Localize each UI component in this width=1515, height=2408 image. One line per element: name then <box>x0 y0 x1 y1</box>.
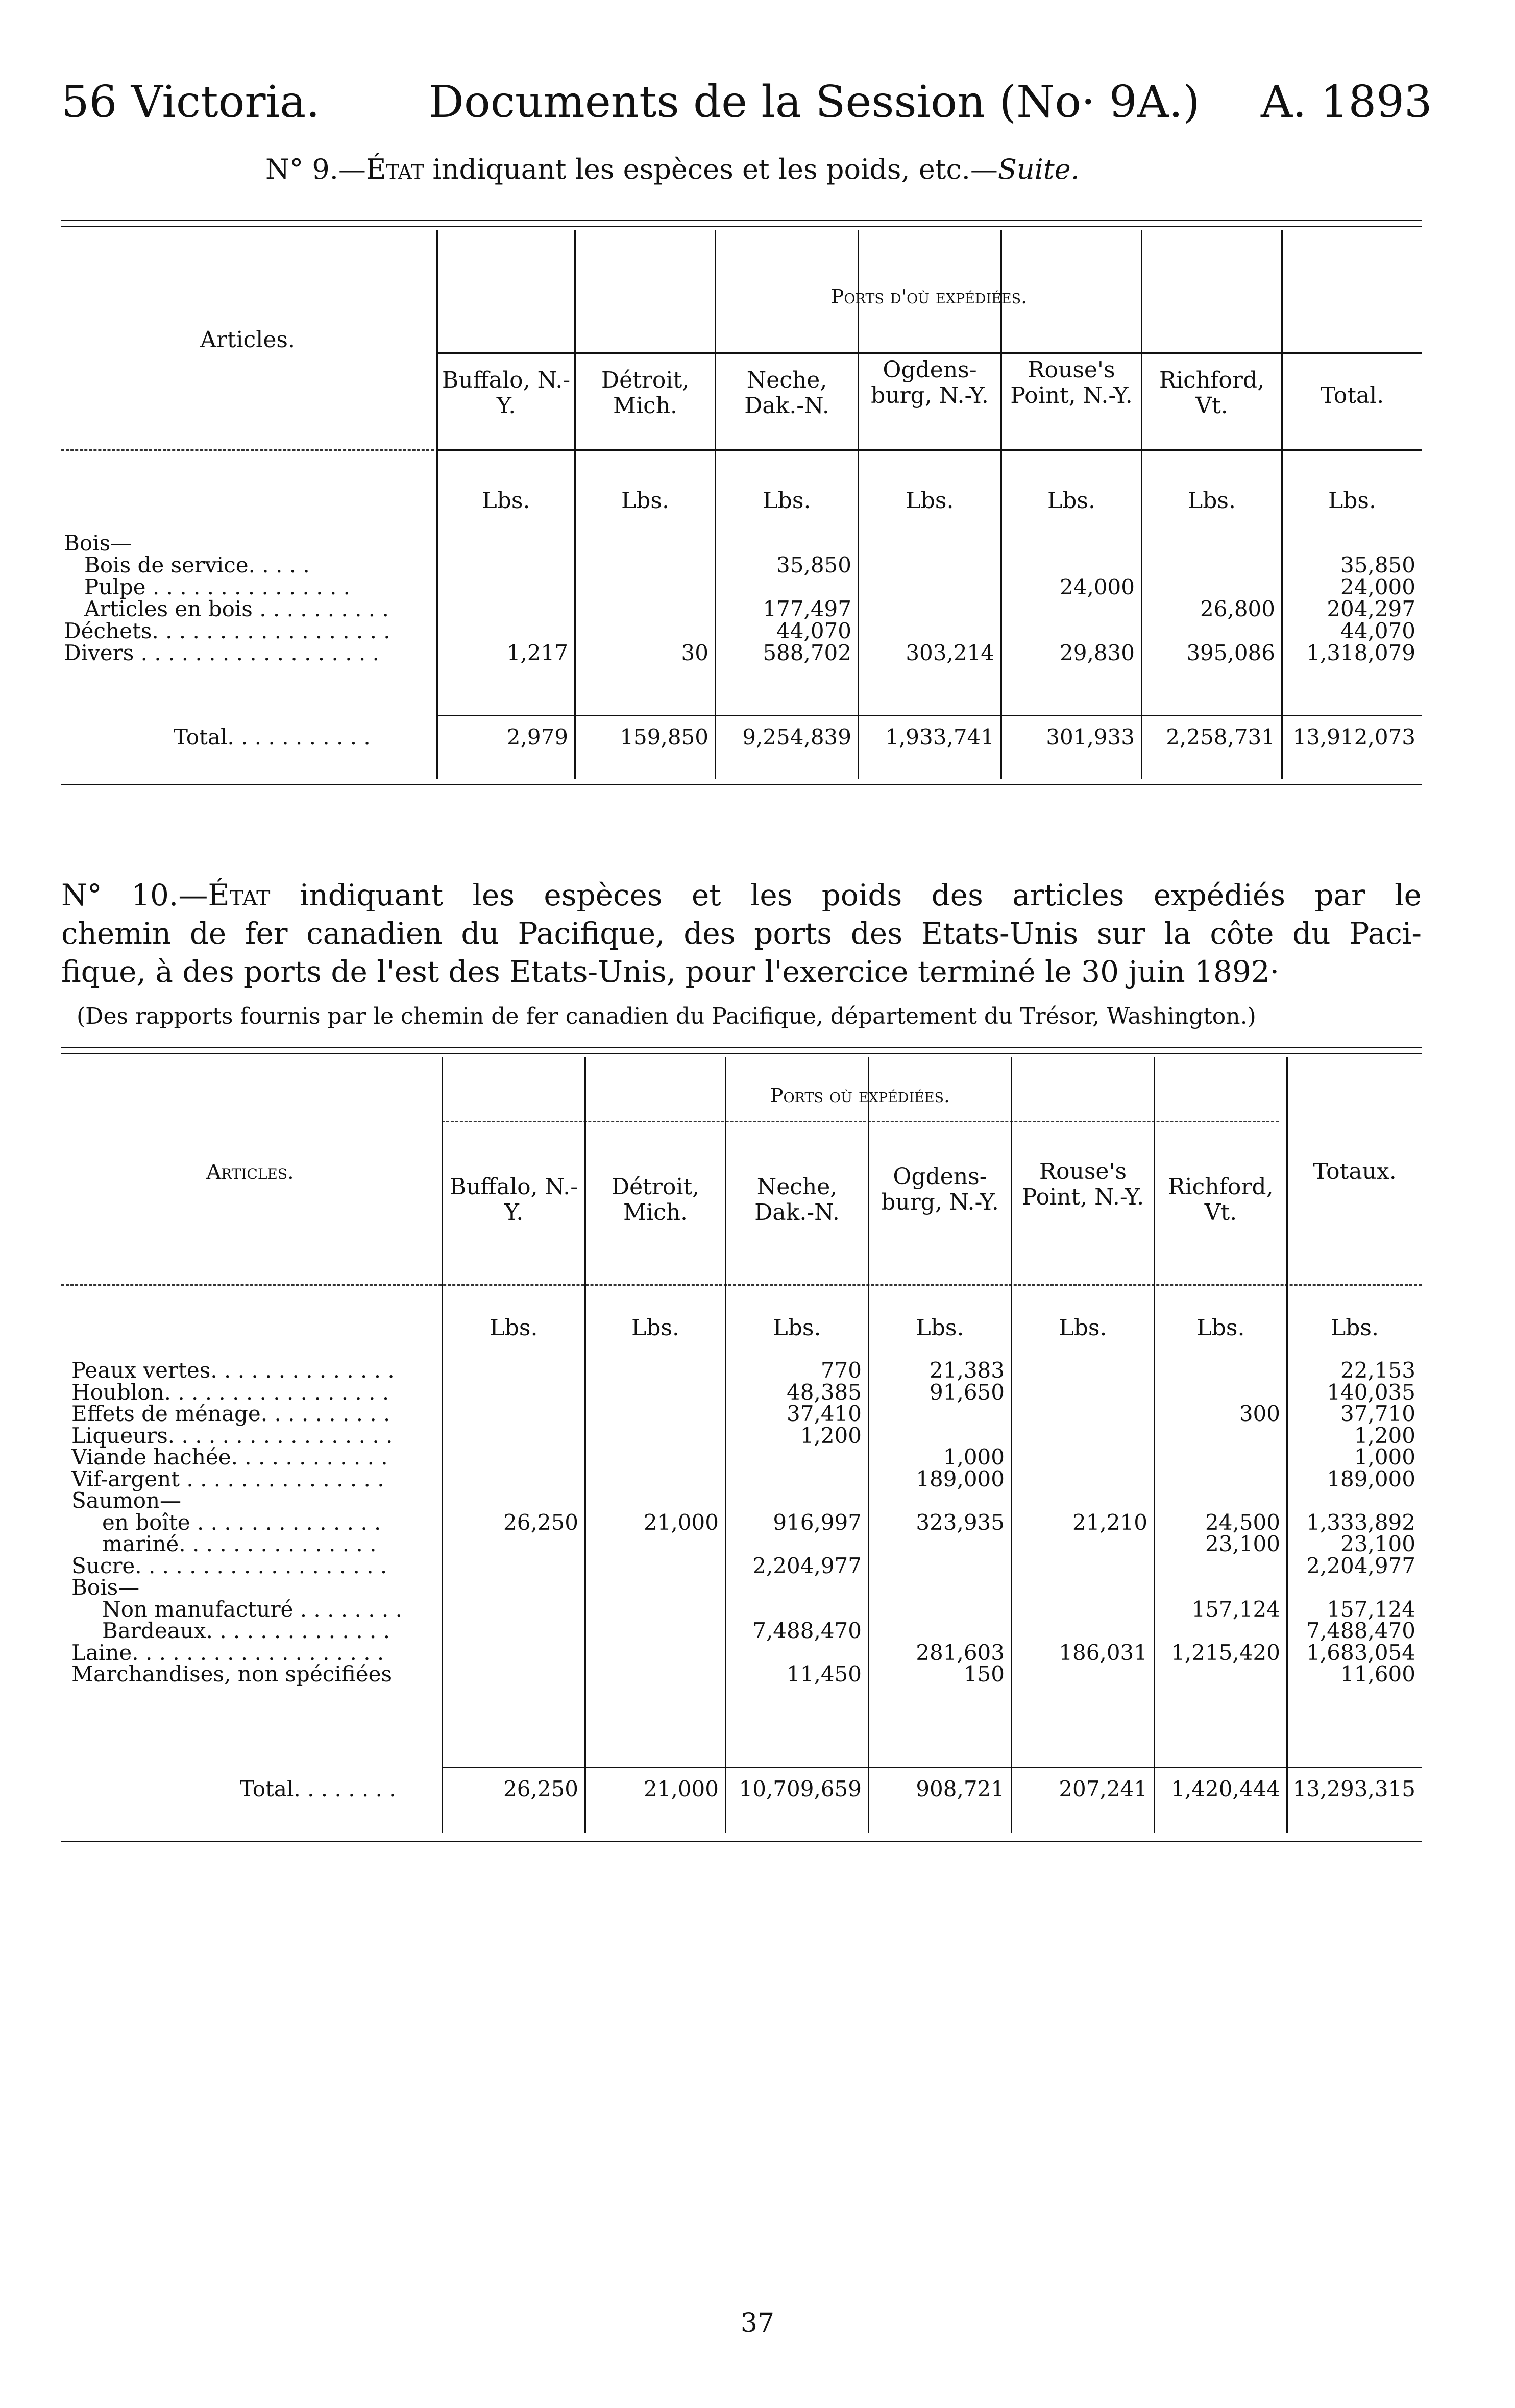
table9-cell: 1,217 <box>506 640 568 665</box>
table10-col-header: Rouse's Point, N.-Y. <box>1021 1159 1144 1210</box>
table10-total-cell: 26,250 <box>503 1776 578 1801</box>
table9-top-rule <box>61 220 1422 221</box>
table9-total-cell: 2,258,731 <box>1166 725 1275 750</box>
table10-total-cell: 13,293,315 <box>1292 1776 1415 1801</box>
table9-title-number: N° 9.— <box>265 153 366 185</box>
table10-cell: 300 <box>1239 1401 1280 1426</box>
header-center: Documents de la Session (No· 9A.) <box>429 77 1200 128</box>
table10-unit: Lbs. <box>490 1315 538 1341</box>
table10-cell: 26,250 <box>503 1509 578 1535</box>
table10-cell: 22,153 <box>1340 1358 1415 1383</box>
table10-row-label: Saumon— <box>71 1488 182 1513</box>
table10-unit: Lbs. <box>1196 1315 1245 1341</box>
table10-cell: 157,124 <box>1191 1596 1280 1622</box>
table10-cell: 1,000 <box>943 1444 1005 1470</box>
table9-cell: 177,497 <box>763 596 851 621</box>
table9-header-bottom-rule <box>436 449 1422 451</box>
table10-cell: 24,500 <box>1205 1509 1280 1535</box>
table10-cell: 1,000 <box>1354 1444 1415 1470</box>
table10-cell: 323,935 <box>916 1509 1005 1535</box>
table10-cell: 189,000 <box>916 1466 1005 1491</box>
table10-intro-line1 <box>61 876 1422 914</box>
table10-total-rule <box>443 1767 1422 1768</box>
table9-total-label: Total. . . . . . . . . . . <box>174 725 371 750</box>
table9-articles-header: Articles. <box>200 327 295 353</box>
table9-cell: 588,702 <box>763 640 851 665</box>
table9-row-label: Déchets. . . . . . . . . . . . . . . . . . <box>64 618 390 643</box>
table10-cell: 7,488,470 <box>1306 1618 1415 1643</box>
table9-title <box>265 153 1080 185</box>
table10-cell: 23,100 <box>1340 1531 1415 1556</box>
table10-row-label: en boîte . . . . . . . . . . . . . . <box>102 1509 381 1535</box>
table9-cell: 204,297 <box>1327 596 1415 621</box>
table9-total-cell: 9,254,839 <box>742 725 851 750</box>
table10-unit: Lbs. <box>631 1315 679 1341</box>
table10-cell: 186,031 <box>1059 1640 1147 1665</box>
table10-cell: 1,200 <box>1354 1423 1415 1448</box>
table9-col-header: Richford, Vt. <box>1159 367 1265 419</box>
table10-row-label: Viande hachée. . . . . . . . . . . . <box>71 1444 388 1470</box>
table10-top-rule-2 <box>61 1053 1422 1054</box>
table10-col-header: Buffalo, N.-Y. <box>449 1174 578 1225</box>
table10-col-header: Richford, Vt. <box>1168 1174 1274 1225</box>
table10-row-label: Vif-argent . . . . . . . . . . . . . . . <box>71 1466 384 1491</box>
table10-row-label: Bardeaux. . . . . . . . . . . . . . <box>102 1618 390 1643</box>
table10-cell: 23,100 <box>1205 1531 1280 1556</box>
table10-col-divider <box>584 1057 586 1833</box>
table9-total-cell: 2,979 <box>506 725 568 750</box>
table10-source-note: (Des rapports fournis par le chemin de fer canadien du Pacifique, département du Trésor, Washington.) <box>77 1003 1256 1029</box>
table9-cell: 44,070 <box>776 618 851 643</box>
table9-cell: 1,318,079 <box>1306 640 1415 665</box>
table10-cell: 1,200 <box>800 1423 862 1448</box>
table10-col-divider <box>1154 1057 1155 1833</box>
table9-unit: Lbs. <box>482 488 530 514</box>
table9-row-label: Articles en bois . . . . . . . . . . <box>84 596 389 621</box>
table10-row-label: Laine. . . . . . . . . . . . . . . . . . . <box>71 1640 384 1665</box>
table10-unit: Lbs. <box>773 1315 821 1341</box>
table10-intro-text1: indiquant les espèces et les poids des articles expédiés par le <box>270 878 1422 912</box>
table10-row-label: mariné. . . . . . . . . . . . . . . <box>102 1531 377 1556</box>
table9-title-suite: Suite. <box>997 153 1080 185</box>
table10-cell: 48,385 <box>787 1379 862 1405</box>
table9-header-dash <box>61 449 434 451</box>
table9-total-cell: 301,933 <box>1046 725 1135 750</box>
table10-cell: 1,215,420 <box>1171 1640 1280 1665</box>
table9-cell: 30 <box>681 640 708 665</box>
table10-cell: 140,035 <box>1327 1379 1415 1405</box>
table10-unit: Lbs. <box>916 1315 964 1341</box>
table9-row-label: Bois— <box>64 531 132 556</box>
table9-unit: Lbs. <box>1188 488 1236 514</box>
table9-cell: 24,000 <box>1340 574 1415 599</box>
table9-title-etat: État <box>365 153 424 185</box>
table9-col-header: Total. <box>1320 382 1384 408</box>
table10-total-cell: 908,721 <box>916 1776 1005 1801</box>
table9-unit: Lbs. <box>621 488 669 514</box>
table10-cell: 21,383 <box>930 1358 1005 1383</box>
table10-row-label: Peaux vertes. . . . . . . . . . . . . . <box>71 1358 395 1383</box>
table9-cell: 44,070 <box>1340 618 1415 643</box>
table9-unit: Lbs. <box>906 488 954 514</box>
table10-cell: 2,204,977 <box>1306 1553 1415 1578</box>
table10-row-label: Effets de ménage. . . . . . . . . . <box>71 1401 390 1426</box>
table9-unit: Lbs. <box>1328 488 1376 514</box>
table10-cell: 37,710 <box>1340 1401 1415 1426</box>
table10-intro-etat: État <box>208 878 271 912</box>
table10-cell: 157,124 <box>1327 1596 1415 1622</box>
table10-cell: 150 <box>963 1661 1005 1687</box>
table10-total-cell: 21,000 <box>644 1776 719 1801</box>
table10-unit: Lbs. <box>1059 1315 1107 1341</box>
header-right: A. 1893 <box>1261 77 1432 128</box>
table10-cell: 37,410 <box>787 1401 862 1426</box>
table9-ports-rule <box>436 352 1422 354</box>
page-number: 37 <box>740 2308 775 2339</box>
table9-ports-header: Ports d'où expédiées. <box>830 285 1028 308</box>
table10-col-header: Neche, Dak.-N. <box>754 1174 840 1225</box>
table10-row-label: Liqueurs. . . . . . . . . . . . . . . . . <box>71 1423 393 1448</box>
table9-col-header: Rouse's Point, N.-Y. <box>1010 357 1133 408</box>
table10-col-divider <box>442 1057 443 1833</box>
table10-cell: 11,450 <box>787 1661 862 1687</box>
table9-unit: Lbs. <box>763 488 811 514</box>
table9-top-rule-2 <box>61 226 1422 227</box>
table10-cell: 11,600 <box>1340 1661 1415 1687</box>
table10-cell: 189,000 <box>1327 1466 1415 1491</box>
table10-total-cell: 207,241 <box>1059 1776 1147 1801</box>
table9-col-header: Ogdens-burg, N.-Y. <box>871 357 989 408</box>
table10-col-header: Ogdens-burg, N.-Y. <box>881 1164 999 1215</box>
table10-total-label: Total. . . . . . . . <box>240 1776 396 1801</box>
table10-cell: 1,683,054 <box>1306 1640 1415 1665</box>
table9-cell: 35,850 <box>776 552 851 577</box>
table10-col-header: Totaux. <box>1313 1159 1397 1185</box>
table9-total-rule <box>438 715 1422 716</box>
table10-intro-line2: chemin de fer canadien du Pacifique, des ports des Etats-Unis sur la côte du Paci- <box>61 916 1422 951</box>
table10-row-label: Marchandises, non spécifiées <box>71 1661 393 1687</box>
table10-top-rule <box>61 1047 1422 1048</box>
table9-cell: 303,214 <box>906 640 994 665</box>
table9-cell: 395,086 <box>1186 640 1275 665</box>
table9-cell: 29,830 <box>1060 640 1135 665</box>
table10-total-cell: 10,709,659 <box>739 1776 862 1801</box>
table9-row-label: Bois de service. . . . . <box>84 552 310 577</box>
table9-bottom-rule <box>61 784 1422 785</box>
header-left: 56 Victoria. <box>61 77 320 128</box>
table10-total-cell: 1,420,444 <box>1171 1776 1280 1801</box>
table10-cell: 770 <box>820 1358 862 1383</box>
table10-intro-number: N° 10.— <box>61 878 208 912</box>
table10-cell: 2,204,977 <box>752 1553 862 1578</box>
table10-ports-rule <box>442 1121 1279 1122</box>
table10-col-header: Détroit, Mich. <box>611 1174 700 1225</box>
table9-unit: Lbs. <box>1047 488 1095 514</box>
table10-cell: 21,210 <box>1072 1509 1147 1535</box>
table9-col-header: Détroit, Mich. <box>601 367 690 419</box>
table9-cell: 24,000 <box>1060 574 1135 599</box>
table10-header-dash <box>61 1284 1422 1286</box>
table10-row-label: Sucre. . . . . . . . . . . . . . . . . . . <box>71 1553 387 1578</box>
table10-intro-line3: fique, à des ports de l'est des Etats-Unis, pour l'exercice terminé le 30 juin 1892· <box>61 954 1280 989</box>
table10-cell: 1,333,892 <box>1306 1509 1415 1535</box>
table10-row-label: Non manufacturé . . . . . . . . <box>102 1596 402 1622</box>
table10-cell: 281,603 <box>916 1640 1005 1665</box>
table10-row-label: Houblon. . . . . . . . . . . . . . . . . <box>71 1379 389 1405</box>
table10-cell: 7,488,470 <box>752 1618 862 1643</box>
table9-cell: 35,850 <box>1340 552 1415 577</box>
table10-cell: 916,997 <box>773 1509 862 1535</box>
table9-total-cell: 1,933,741 <box>885 725 994 750</box>
table10-row-label: Bois— <box>71 1575 140 1600</box>
table10-articles-header: Articles. <box>206 1161 294 1184</box>
table9-row-label: Pulpe . . . . . . . . . . . . . . . <box>84 574 351 599</box>
table9-col-header: Neche, Dak.-N. <box>744 367 829 419</box>
table9-cell: 26,800 <box>1200 596 1275 621</box>
table10-ports-header: Ports où expédiées. <box>770 1085 950 1107</box>
table9-total-cell: 13,912,073 <box>1292 725 1415 750</box>
table10-bottom-rule <box>61 1841 1422 1842</box>
table9-row-label: Divers . . . . . . . . . . . . . . . . . . <box>64 640 379 665</box>
table9-title-text: indiquant les espèces et les poids, etc.— <box>424 153 998 185</box>
table10-unit: Lbs. <box>1331 1315 1379 1341</box>
table10-cell: 21,000 <box>644 1509 719 1535</box>
table9-total-cell: 159,850 <box>620 725 708 750</box>
table10-cell: 91,650 <box>930 1379 1005 1405</box>
table9-col-header: Buffalo, N.-Y. <box>442 367 571 419</box>
